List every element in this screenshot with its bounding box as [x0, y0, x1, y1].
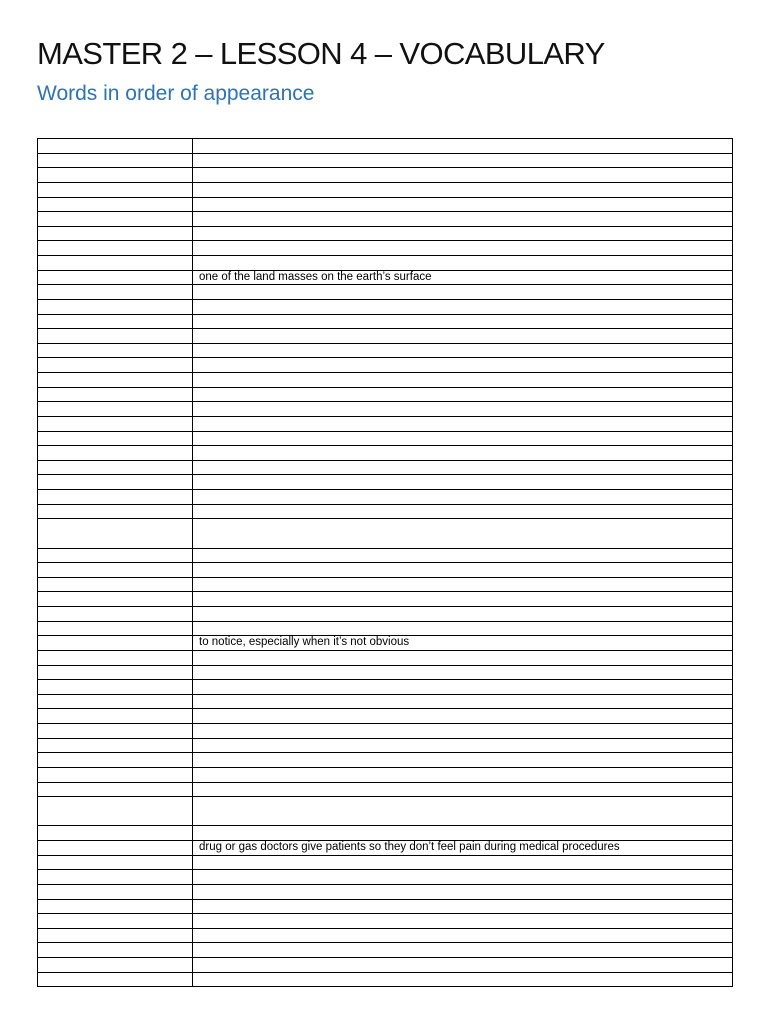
- table-row: [38, 358, 733, 373]
- vocab-definition-cell: [193, 475, 733, 490]
- table-row: [38, 182, 733, 197]
- vocab-word-cell: [38, 943, 193, 958]
- vocab-word-cell: [38, 928, 193, 943]
- vocab-definition-cell: [193, 899, 733, 914]
- vocab-word-cell: [38, 519, 193, 548]
- vocab-word-cell: [38, 899, 193, 914]
- vocab-word-cell: [38, 358, 193, 373]
- vocab-definition-cell: [193, 665, 733, 680]
- vocab-definition-cell: [193, 592, 733, 607]
- vocab-definition-cell: [193, 724, 733, 739]
- vocab-word-cell: [38, 329, 193, 344]
- vocab-word-cell: [38, 826, 193, 841]
- table-row: [38, 694, 733, 709]
- table-row: [38, 548, 733, 563]
- table-row: [38, 928, 733, 943]
- table-row: [38, 738, 733, 753]
- table-row: [38, 387, 733, 402]
- table-row: [38, 153, 733, 168]
- vocab-word-cell: [38, 621, 193, 636]
- vocab-definition-cell: [193, 343, 733, 358]
- vocab-definition-cell: [193, 153, 733, 168]
- table-row: [38, 329, 733, 344]
- vocab-word-cell: [38, 694, 193, 709]
- vocab-word-cell: [38, 504, 193, 519]
- vocab-word-cell: [38, 241, 193, 256]
- vocab-definition-cell: [193, 139, 733, 154]
- vocab-definition-cell: [193, 943, 733, 958]
- vocab-word-cell: [38, 168, 193, 183]
- page-title: MASTER 2 – LESSON 4 – VOCABULARY: [37, 36, 605, 71]
- table-row: [38, 431, 733, 446]
- vocab-definition-cell: [193, 767, 733, 782]
- vocab-definition-cell: [193, 212, 733, 227]
- table-row: [38, 709, 733, 724]
- table-row: [38, 446, 733, 461]
- vocab-definition-cell: [193, 314, 733, 329]
- vocab-word-cell: [38, 738, 193, 753]
- vocab-word-cell: [38, 855, 193, 870]
- table-row: [38, 753, 733, 768]
- table-row: [38, 563, 733, 578]
- vocab-definition-cell: [193, 226, 733, 241]
- table-row: [38, 416, 733, 431]
- vocab-word-cell: [38, 724, 193, 739]
- vocab-word-cell: [38, 914, 193, 929]
- vocab-word-cell: [38, 592, 193, 607]
- vocab-definition-cell: [193, 358, 733, 373]
- table-row: [38, 767, 733, 782]
- vocab-word-cell: [38, 607, 193, 622]
- vocab-word-cell: [38, 182, 193, 197]
- table-row: [38, 168, 733, 183]
- vocab-definition-cell: [193, 709, 733, 724]
- vocab-definition-cell: one of the land masses on the earth’s surface: [193, 270, 733, 285]
- vocab-definition-cell: [193, 548, 733, 563]
- vocab-definition-cell: [193, 299, 733, 314]
- table-row: [38, 855, 733, 870]
- vocab-definition-cell: [193, 577, 733, 592]
- table-row: [38, 212, 733, 227]
- vocab-definition-cell: [193, 256, 733, 271]
- vocab-definition-cell: [193, 241, 733, 256]
- table-row: [38, 782, 733, 797]
- table-row: [38, 943, 733, 958]
- vocab-word-cell: [38, 841, 193, 856]
- vocab-word-cell: [38, 636, 193, 651]
- table-row: [38, 592, 733, 607]
- table-row: [38, 475, 733, 490]
- table-row: [38, 724, 733, 739]
- table-row: [38, 226, 733, 241]
- vocab-word-cell: [38, 958, 193, 973]
- vocab-word-cell: [38, 753, 193, 768]
- table-row: [38, 826, 733, 841]
- vocab-word-cell: [38, 431, 193, 446]
- vocab-word-cell: [38, 212, 193, 227]
- table-row: [38, 490, 733, 505]
- table-row: [38, 870, 733, 885]
- vocab-word-cell: [38, 577, 193, 592]
- vocab-word-cell: [38, 416, 193, 431]
- table-row: [38, 270, 733, 285]
- vocab-definition-cell: [193, 826, 733, 841]
- vocab-definition-cell: [193, 650, 733, 665]
- vocab-definition-cell: [193, 782, 733, 797]
- vocab-definition-cell: [193, 329, 733, 344]
- vocabulary-table-body: [38, 139, 733, 987]
- vocab-definition-cell: [193, 563, 733, 578]
- table-row: [38, 884, 733, 899]
- vocab-definition-cell: [193, 197, 733, 212]
- vocab-definition-cell: [193, 168, 733, 183]
- table-row: [38, 577, 733, 592]
- vocab-definition-cell: [193, 797, 733, 826]
- vocab-word-cell: [38, 680, 193, 695]
- vocab-word-cell: [38, 782, 193, 797]
- vocab-definition-cell: [193, 504, 733, 519]
- table-row: [38, 841, 733, 856]
- vocab-definition-cell: [193, 914, 733, 929]
- vocabulary-table: [37, 138, 733, 987]
- vocab-definition-cell: [193, 373, 733, 388]
- vocab-word-cell: [38, 343, 193, 358]
- table-row: [38, 241, 733, 256]
- vocab-word-cell: [38, 314, 193, 329]
- vocab-definition-cell: [193, 490, 733, 505]
- table-row: [38, 314, 733, 329]
- vocab-word-cell: [38, 285, 193, 300]
- vocab-definition-cell: [193, 928, 733, 943]
- vocab-definition-cell: [193, 387, 733, 402]
- vocab-word-cell: [38, 256, 193, 271]
- vocab-definition-cell: [193, 460, 733, 475]
- vocab-word-cell: [38, 153, 193, 168]
- vocab-word-cell: [38, 665, 193, 680]
- page-subtitle: Words in order of appearance: [37, 82, 315, 105]
- table-row: [38, 139, 733, 154]
- vocab-word-cell: [38, 270, 193, 285]
- vocab-definition-cell: [193, 182, 733, 197]
- vocab-definition-cell: [193, 416, 733, 431]
- table-row: [38, 460, 733, 475]
- vocab-definition-cell: [193, 884, 733, 899]
- vocab-word-cell: [38, 373, 193, 388]
- table-row: [38, 256, 733, 271]
- table-row: [38, 899, 733, 914]
- table-row: [38, 299, 733, 314]
- vocab-definition-cell: [193, 402, 733, 417]
- table-row: [38, 914, 733, 929]
- vocab-definition-cell: [193, 431, 733, 446]
- vocab-definition-cell: [193, 446, 733, 461]
- vocab-definition-cell: [193, 519, 733, 548]
- table-row: [38, 504, 733, 519]
- table-row: [38, 373, 733, 388]
- vocab-definition-cell: [193, 607, 733, 622]
- table-row: [38, 607, 733, 622]
- vocab-word-cell: [38, 197, 193, 212]
- table-row: [38, 621, 733, 636]
- vocab-definition-cell: [193, 285, 733, 300]
- vocab-definition-cell: drug or gas doctors give patients so they don’t feel pain during medical procedures: [193, 841, 733, 856]
- table-row: [38, 797, 733, 826]
- table-row: [38, 636, 733, 651]
- vocab-word-cell: [38, 563, 193, 578]
- vocab-definition-cell: to notice, especially when it’s not obvious: [193, 636, 733, 651]
- table-row: [38, 519, 733, 548]
- vocab-word-cell: [38, 475, 193, 490]
- vocab-word-cell: [38, 709, 193, 724]
- vocab-word-cell: [38, 299, 193, 314]
- vocab-definition-cell: [193, 680, 733, 695]
- vocab-word-cell: [38, 870, 193, 885]
- vocab-word-cell: [38, 139, 193, 154]
- vocab-definition-cell: [193, 694, 733, 709]
- vocab-word-cell: [38, 460, 193, 475]
- vocab-word-cell: [38, 797, 193, 826]
- vocab-word-cell: [38, 226, 193, 241]
- table-row: [38, 285, 733, 300]
- table-row: [38, 680, 733, 695]
- vocab-definition-cell: [193, 621, 733, 636]
- vocab-word-cell: [38, 884, 193, 899]
- vocab-word-cell: [38, 650, 193, 665]
- vocab-word-cell: [38, 767, 193, 782]
- table-row: [38, 958, 733, 973]
- vocab-definition-cell: [193, 855, 733, 870]
- vocab-word-cell: [38, 490, 193, 505]
- table-row: [38, 402, 733, 417]
- table-row: [38, 650, 733, 665]
- vocab-definition-cell: [193, 870, 733, 885]
- table-row: [38, 343, 733, 358]
- table-row: [38, 197, 733, 212]
- table-row: [38, 665, 733, 680]
- vocab-definition-cell: [193, 738, 733, 753]
- vocab-word-cell: [38, 548, 193, 563]
- vocab-definition-cell: [193, 958, 733, 973]
- vocab-word-cell: [38, 446, 193, 461]
- vocab-word-cell: [38, 402, 193, 417]
- vocab-word-cell: [38, 972, 193, 987]
- table-row: [38, 972, 733, 987]
- vocab-definition-cell: [193, 972, 733, 987]
- vocab-word-cell: [38, 387, 193, 402]
- vocab-definition-cell: [193, 753, 733, 768]
